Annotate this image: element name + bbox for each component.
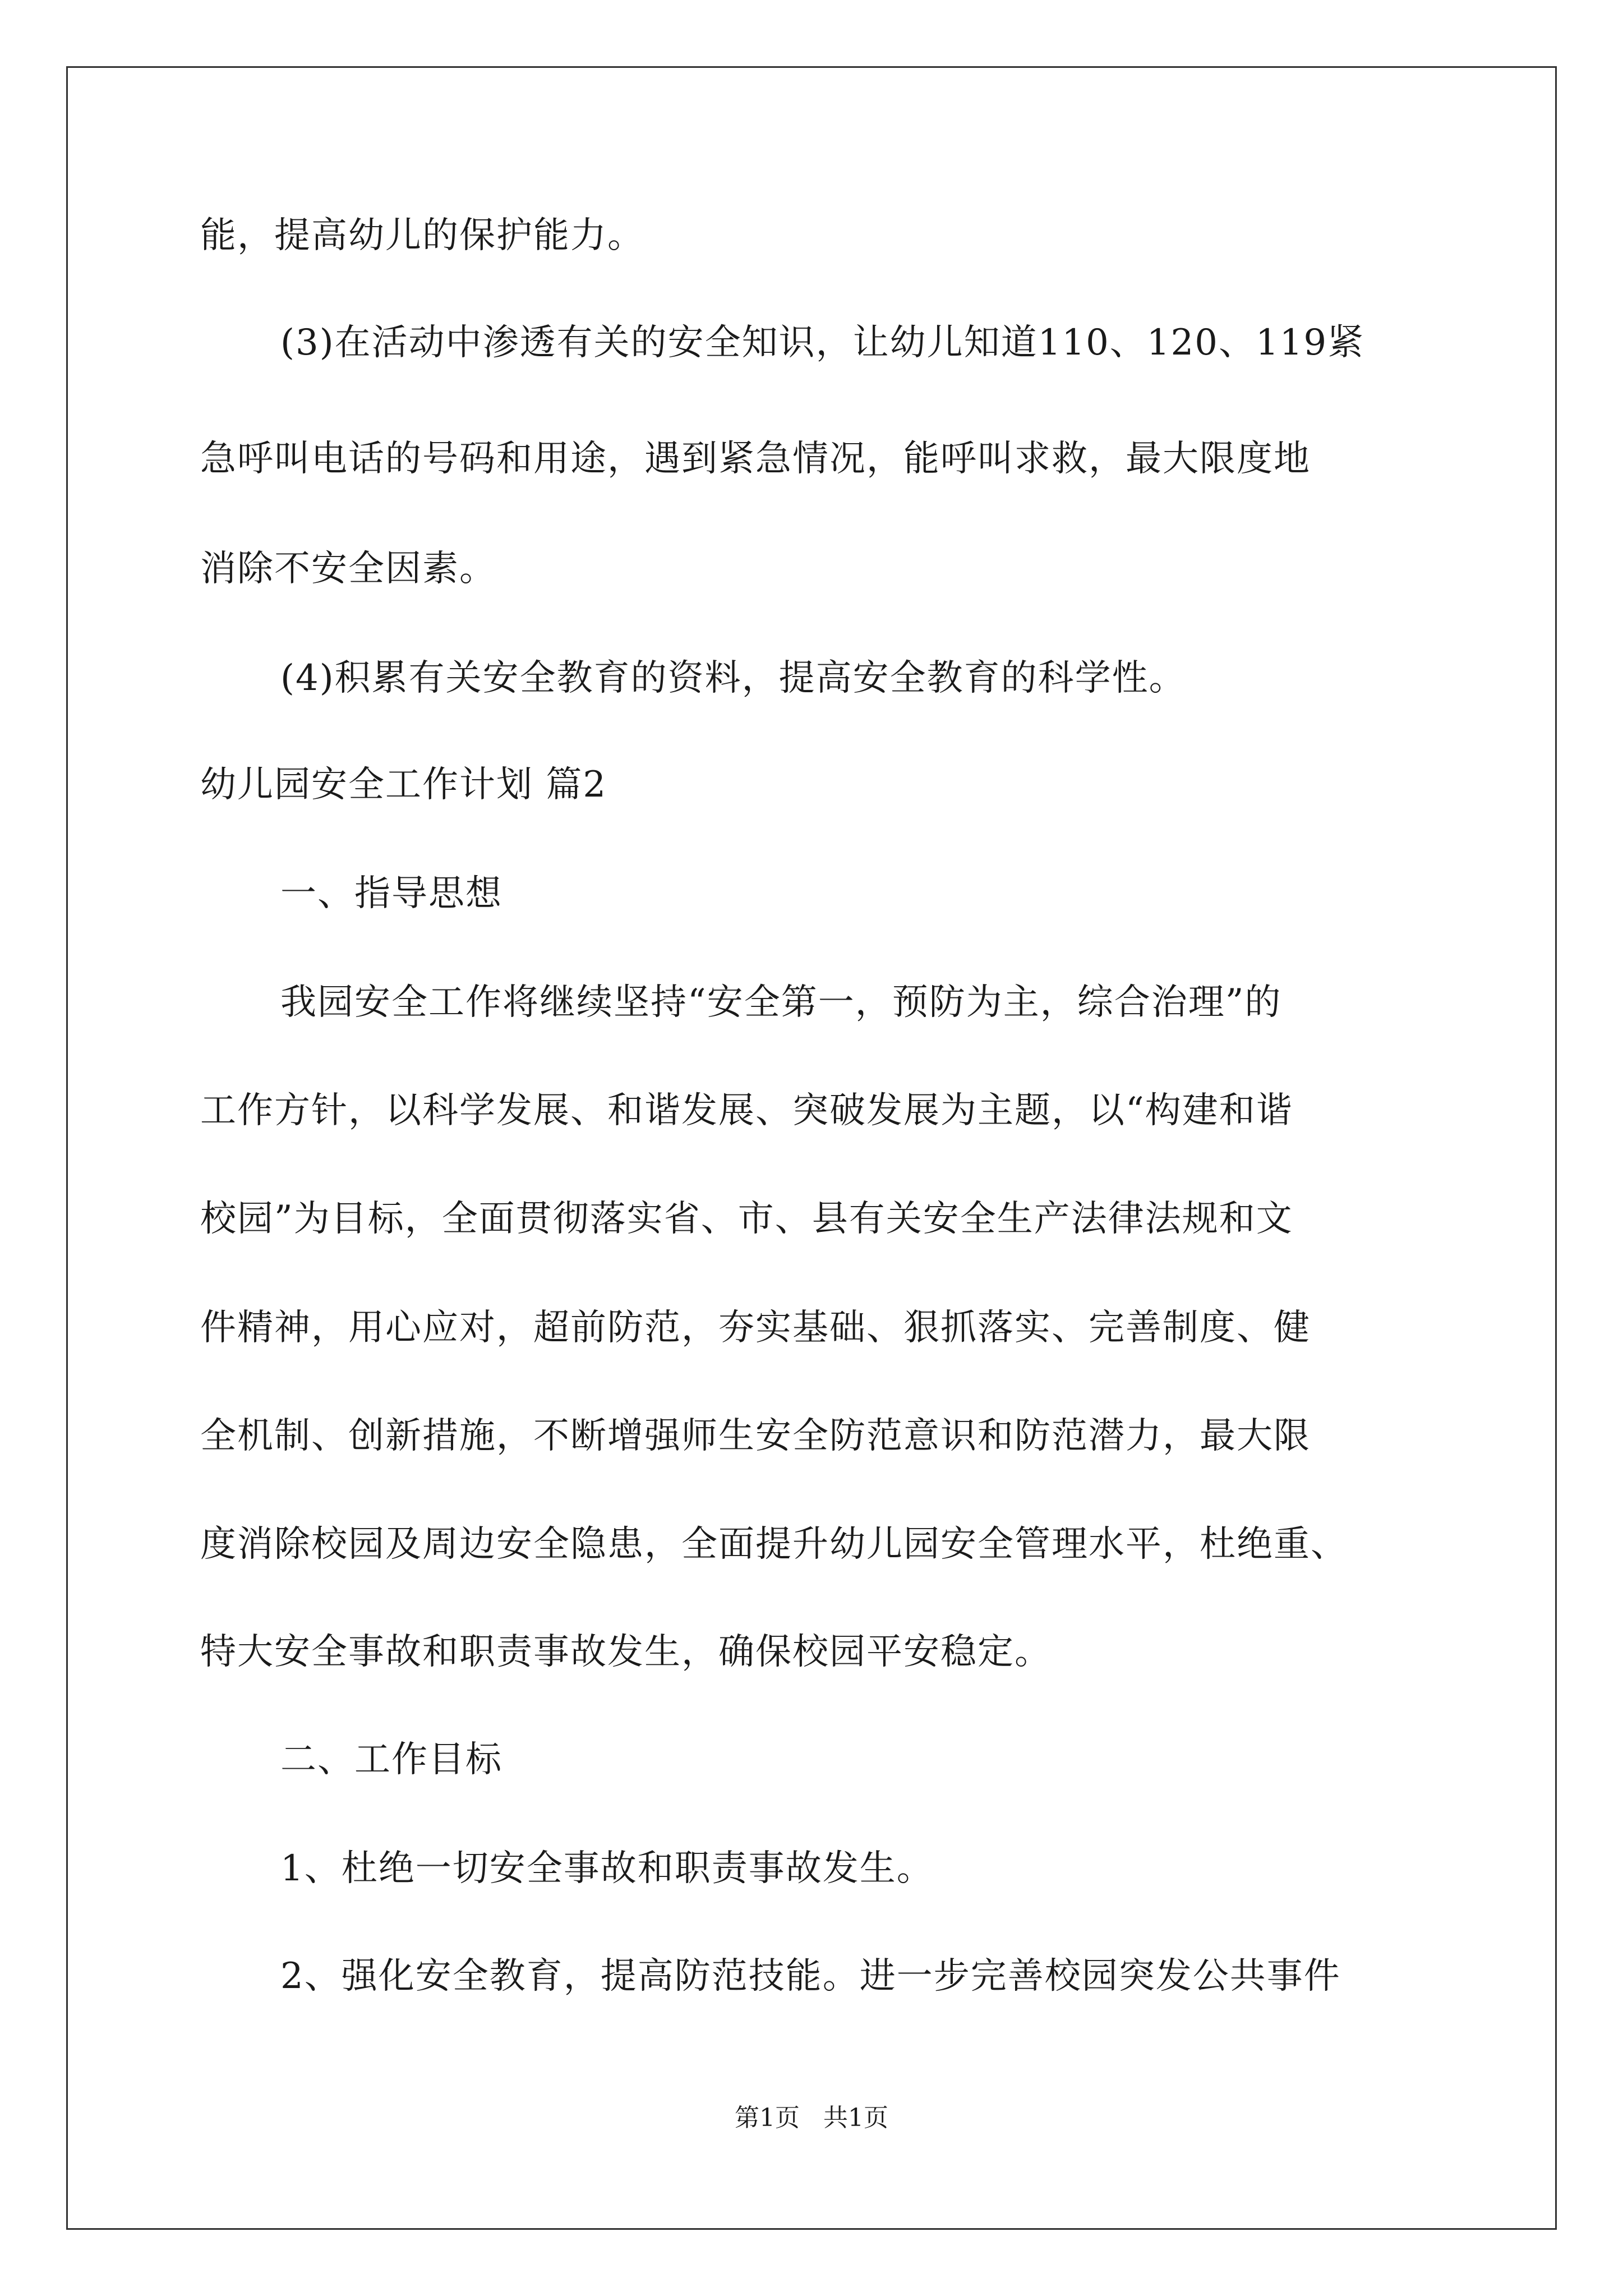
page-frame (66, 66, 1557, 2230)
subsection-heading: 二、工作目标 (280, 1739, 502, 1780)
page-footer: 第1页 共1页 (735, 2104, 888, 2132)
text-line: 校园”为目标，全面贯彻落实省、市、县有关安全生产法律法规和文 (200, 1198, 1293, 1240)
text-line: 1、杜绝一切安全事故和职责事故发生。 (280, 1848, 934, 1889)
text-line: (3)在活动中渗透有关的安全知识，让幼儿知道110、120、119紧 (280, 322, 1365, 364)
text-line: 我园安全工作将继续坚持“安全第一，预防为主，综合治理”的 (280, 982, 1282, 1023)
text-line: 特大安全事故和职责事故发生，确保校园平安稳定。 (200, 1631, 1052, 1673)
text-line: 能，提高幼儿的保护能力。 (200, 215, 644, 256)
text-line: 件精神，用心应对，超前防范，夯实基础、狠抓落实、完善制度、健 (200, 1307, 1311, 1349)
text-line: 全机制、创新措施，不断增强师生安全防范意识和防范潜力，最大限 (200, 1415, 1311, 1457)
text-line: 度消除校园及周边安全隐患，全面提升幼儿园安全管理水平，杜绝重、 (200, 1524, 1348, 1565)
text-line: 工作方针，以科学发展、和谐发展、突破发展为主题，以“构建和谐 (200, 1090, 1293, 1131)
subsection-heading: 一、指导思想 (280, 873, 502, 914)
section-heading: 幼儿园安全工作计划 篇2 (200, 764, 607, 806)
text-line: 消除不安全因素。 (200, 548, 496, 590)
text-line: (4)积累有关安全教育的资料，提高安全教育的科学性。 (280, 657, 1186, 699)
text-line: 2、强化安全教育，提高防范技能。进一步完善校园突发公共事件 (280, 1955, 1341, 1997)
text-line: 急呼叫电话的号码和用途，遇到紧急情况，能呼叫求救，最大限度地 (200, 438, 1311, 480)
